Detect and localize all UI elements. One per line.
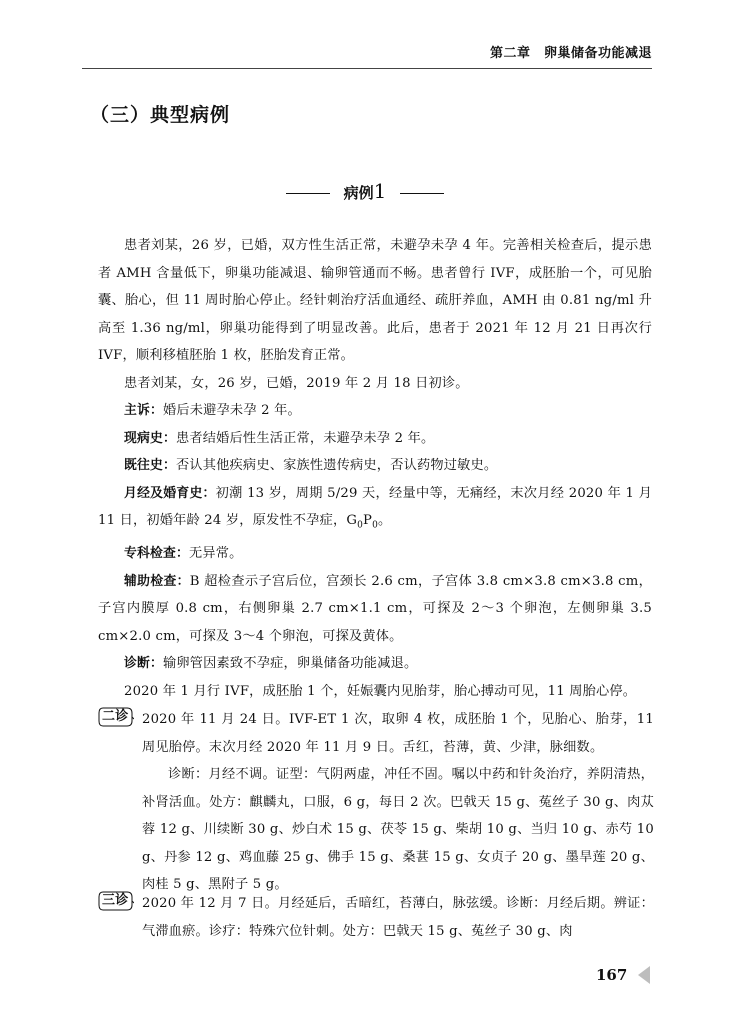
specialty-exam-label: 专科检查： [124,546,189,562]
present-history-text: 患者结婚后性生活正常，未避孕未孕 2 年。 [176,430,435,446]
auxiliary-exam-text: B 超检查示子宫后位，宫颈长 2.6 cm，子宫体 3.8 cm×3.8 cm×3.8 cm，子宫内膜厚 0.8 cm，右侧卵巢 2.7 cm×1.1 cm，可探及 2～3 个卵泡，左侧卵巢 3.5 cm×2.0 cm，可探及 3～4 个卵泡，可探及黄体。 [98,573,652,644]
second-visit-record [98,706,654,761]
header-divider [82,68,652,69]
present-history [98,425,652,453]
past-history [98,452,652,480]
third-visit-tag-text: 三诊 [102,893,129,908]
case-label: 病例 [343,184,374,202]
auxiliary-exam-label: 辅助检查： [124,573,190,589]
third-visit-text: 2020 年 12 月 7 日。月经延后，舌暗红，苔薄白，脉弦缓。诊断：月经后期。辨证：气滞血瘀。诊疗：特殊穴位针刺。处方：巴戟天 15 g、菟丝子 30 g、肉 [142,896,654,939]
page-corner-triangle-icon [638,966,650,988]
third-visit-record [98,890,654,945]
second-visit-text: 2020 年 11 月 24 日。IVF-ET 1 次，取卵 4 枚，成胚胎 1 个，见胎心、胎芽，11 周见胎停。末次月经 2020 年 11 月 9 日。舌红，苔薄，黄、少津，脉细数。 [142,712,654,755]
diagnosis-text: 输卵管因素致不孕症，卵巢储备功能减退。 [163,656,418,672]
past-history-label: 既往史： [124,458,176,473]
case-number: 1 [373,179,387,203]
present-history-label: 现病史： [124,430,176,446]
chief-complaint-label: 主诉： [124,403,163,418]
gravida-count: 0 [357,520,364,531]
second-visit [98,706,654,899]
menstrual-history [98,480,652,541]
case-summary: 患者刘某，26 岁，已婚，双方性生活正常，未避孕未孕 4 年。完善相关检查后，提示患者 AMH 含量低下，卵巢功能减退、输卵管通而不畅。患者曾行 IVF，成胚胎一个，可见胎囊、胎心，但 11 周时胎心停止。经针刺治疗活血通经、疏肝养血，AMH 由 0.81 ng/ml 升高至 1.36 ng/ml，卵巢功能得到了明显改善。此后，患者于 2021 年 12 月 21 日再次行 IVF，顺利移植胚胎 1 枚，胚胎发育正常。 [98,238,652,363]
specialty-exam [98,540,652,568]
heading-right-dash [400,193,444,194]
para-count: 0 [372,520,379,531]
menstrual-history-end: 。 [378,513,392,528]
second-visit-detail: 诊断：月经不调。证型：气阴两虚，冲任不固。嘱以中药和针灸治疗，养阴清热，补肾活血。处方：麒麟丸，口服，6 g，每日 2 次。巴戟天 15 g、菟丝子 30 g、肉苁蓉 12 g、川续断 30 g、炒白术 15 g、茯苓 15 g、柴胡 10 g、当归 10 g、赤芍 10 g、丹参 12 g、鸡血藤 25 g、佛手 15 g、桑葚 15 g、女贞子 20 g、墨旱莲 20 g、肉桂 5 g、黑附子 5 g。 [142,767,654,892]
menstrual-history-label: 月经及婚育史： [124,485,216,501]
ivf-note: 2020 年 1 月行 IVF，成胚胎 1 个，妊娠囊内见胎芽，胎心搏动可见，11 周胎心停。 [124,683,637,699]
menstrual-history-text: 初潮 13 岁，周期 5/29 天，经量中等，无痛经，末次月经 2020 年 1 月 11 日，初婚年龄 24 岁，原发性不孕症，G [98,485,653,528]
second-visit-tag [98,707,134,727]
diagnosis [98,650,652,678]
para-letter: P [363,513,373,528]
case-heading [0,179,730,203]
chief-complaint [98,397,652,425]
second-visit-tag-text: 二诊 [102,709,129,724]
diagnosis-label: 诊断： [124,656,163,672]
auxiliary-exam [98,568,652,651]
running-header: 第二章 卵巢储备功能减退 [489,46,652,61]
past-history-text: 否认其他疾病史、家族性遗传病史，否认药物过敏史。 [176,458,498,473]
specialty-exam-text: 无异常。 [188,546,243,562]
section-title: （三）典型病例 [90,104,231,126]
page-number: 167 [596,966,628,984]
case-body [98,232,652,705]
chief-complaint-text: 婚后未避孕未孕 2 年。 [163,403,301,418]
first-visit-intro: 患者刘某，女，26 岁，已婚，2019 年 2 月 18 日初诊。 [124,375,469,391]
third-visit-tag [98,891,134,911]
third-visit [98,890,654,945]
heading-left-dash [286,193,330,194]
